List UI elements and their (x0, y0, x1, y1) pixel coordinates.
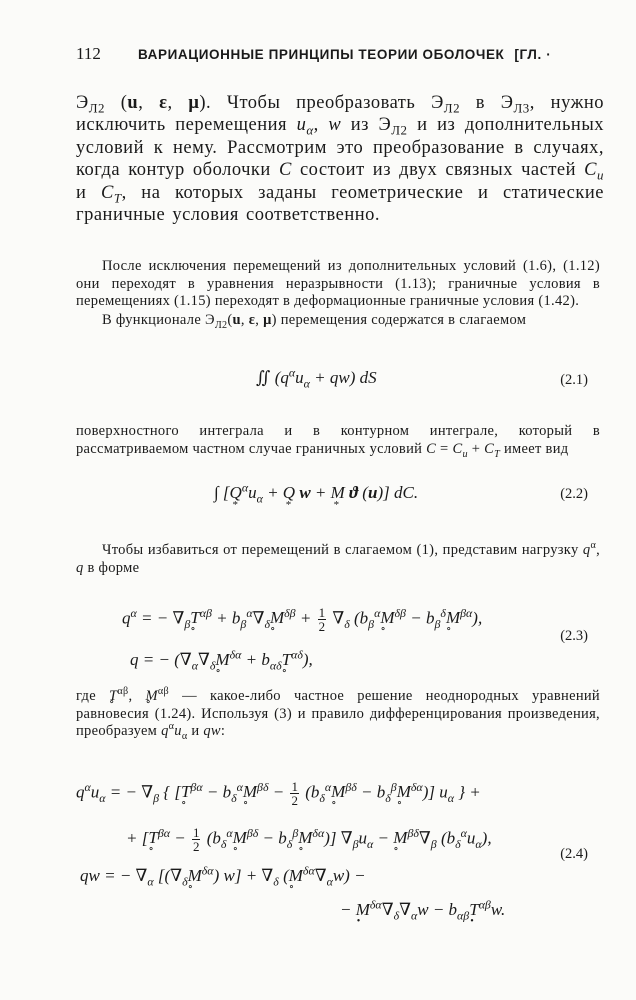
paragraph-particular-solution: где T ∘$^{\alpha\beta}$, M ∘$^{\alpha\beta}$ — какое-либо частное решение неоднородных уравнений равновесия (1.24). Используя (3) и правило дифференцирования произведения, преобразуем $q^\alpha u_\alpha$ и qw: (76, 688, 600, 741)
small-text-block (76, 423, 600, 458)
running-title: ВАРИАЦИОННЫЕ ПРИНЦИПЫ ТЕОРИИ ОБОЛОЧЕК (138, 47, 505, 62)
large-text-paragraph (76, 92, 604, 226)
small-text-block (76, 542, 600, 577)
equation-2-4-line-2: + [T ∘$^{\beta\alpha}$ − $\frac{1}{2}$ ($b_\delta^\alpha M$ ∘$^{\beta\delta}$ − $b_\delta^\beta M$ ∘$^{\delta\alpha}$)] $\nabla_\beta u_\alpha - M$ $\circ^{\beta\delta}\nabla_\beta$ $(b_\delta^\alpha u_\alpha)$, (126, 826, 492, 853)
equation-number-2-1: (2.1) (560, 372, 588, 388)
equation-number-2-4: (2.4) (560, 846, 588, 862)
chapter-ref: [ГЛ. · (514, 47, 552, 62)
paragraph-functional: В функционале $Э_{Л2}(u$, ε, μ) перемещения содержатся в слагаемом (102, 312, 527, 331)
equation-2-4-line-4: − M $•^{\delta\alpha}\nabla_\delta\nabla_\alpha w - b_{\alpha\beta}T$ •$^{\alpha\beta}$w. (340, 900, 505, 920)
equation-2-2: ∫ [Q $*^\alpha u_\alpha + Q * w + M * ϑ$ (u)] dC. (214, 483, 418, 503)
equation-2-3-line-1: $q^\alpha$ = − $\nabla_\beta T$ ∘$^{\alpha\beta}$ + $b_\beta^\alpha\nabla_\delta M$ ∘$^{\delta\beta}$ + $\frac{1}{2}$ $\nabla_\delta$ ($b_\beta^\alpha M$ ∘$^{\delta\beta}$ − $b_\beta^\delta M$ ∘$^{\beta\alpha}$), (122, 606, 482, 633)
equation-2-4-line-1: $q^\alpha u_\alpha$ = − $\nabla_\beta$ { [T ∘$^{\beta\alpha}$ − $b_\delta^\alpha M$ ∘$^{\beta\delta}$ − $\frac{1}{2}$ ($b_\delta^\alpha M$ ∘$^{\beta\delta}$ − $b_\delta^\beta M$ ∘$^{\delta\alpha}$)] $u_\alpha$ } + (76, 780, 481, 807)
paragraph-text: $Э_{Л2}$ (u, ε, μ). Чтобы преобразовать $Э_{Л2}$ в $Э_{Л3}$, нужно исключить перемещения $u_\alpha$, w из $Э_{Л2}$ и из дополнительных условий к нему. Рассмотрим это преобразование в случаях, когда контур оболочки C состоит из двух связных частей $C_u$ и $C_T$, на которых заданы геометрические и статические граничные условия соответственно. (76, 93, 605, 226)
small-text-block (76, 258, 600, 330)
paragraph-contour-integral: поверхностного интеграла и в контурном интеграле, который в рассматриваемом частном случае граничных условий $C = C_u + C_T$ имеет вид (76, 423, 600, 460)
page-header (76, 44, 586, 68)
equation-2-3-line-2: q = − ($\nabla_\alpha\nabla_\delta M$ ∘$^{\delta\alpha}$ + $b_{\alpha\delta}T$ ∘$^{\alpha\delta}$), (130, 650, 313, 670)
equation-number-2-3: (2.3) (560, 628, 588, 644)
page-number: 112 (76, 44, 101, 63)
equation-2-1: ∬ $(q^\alpha u_\alpha + qw)$ dS (256, 365, 377, 391)
paragraph-exclusion: После исключения перемещений из дополнительных условий (1.6), (1.12) они переходят в уравнения неразрывности (1.13); граничные условия в перемещениях (1.15) переходят в деформационные граничные условия (1.42). (76, 258, 600, 310)
equation-number-2-2: (2.2) (560, 486, 588, 502)
paragraph-load: Чтобы избавиться от перемещений в слагаемом (1), представим нагрузку $q^\alpha$, q в форме (76, 540, 600, 576)
small-text-block (76, 688, 600, 741)
equation-2-4-line-3: qw = − $\nabla_\alpha$ [($\nabla_\delta M$ ∘$^{\delta\alpha}$) $w] + \nabla_\delta$ (M $\circ^{\delta\alpha}\nabla_\alpha w$) − (80, 866, 366, 886)
